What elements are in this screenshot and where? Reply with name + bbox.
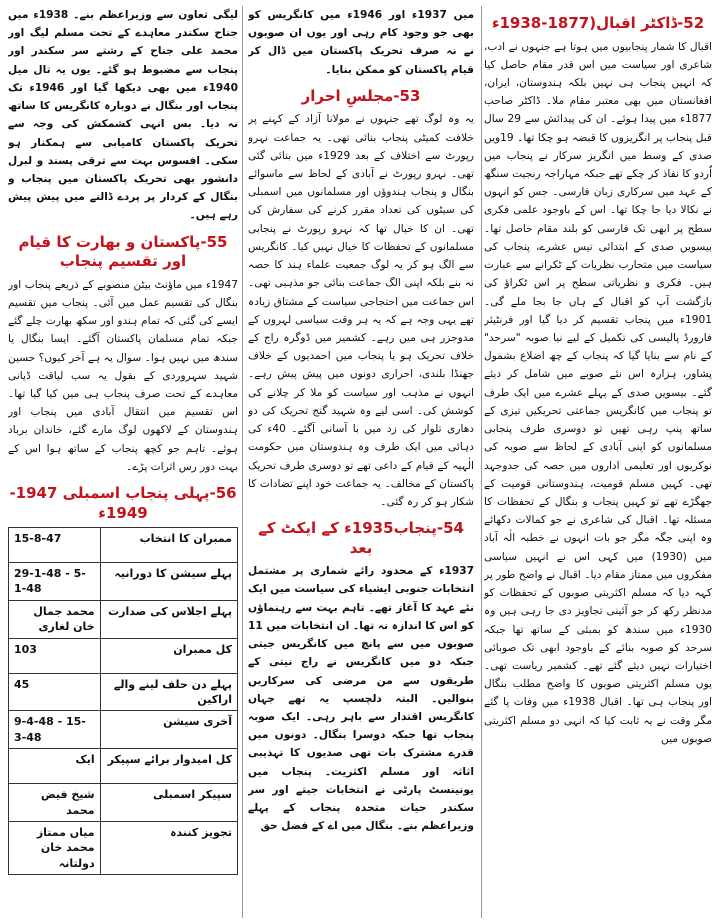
column-left	[8, 6, 238, 918]
heading-iqbal: 52-ڈاکٹر اقبال(1877-1938ء	[491, 14, 705, 32]
table-row	[9, 600, 238, 638]
row-value: 15-8-47	[9, 528, 101, 563]
paragraph-iqbal: اقبال کا شمار پنجابیوں میں ہوتا ہے جنہوں نے ادب، شاعری اور سیاست میں اس قدر مقام حاصل کیا کہ انہیں پنجاب ہی نہیں بلکہ ہندوستان، ایران، افغانستان میں بھی معتبر مقام ملا۔ ڈاکٹر صاحب 1877ء میں پیدا ہوئے۔ ان کی پیدائش سے 29 سال قبل پنجاب پر انگریزوں کا قبضہ ہو چکا تھا۔ 19ویں صدی کے وسط میں انگریز سرکار نے پنجاب میں اُردو کا نفاذ کر چکے تھے جبکہ مہاراجہ رنجیت سنگھ کے عہد میں سرکاری زبان فارسی۔ جس کو انہوں نے نکالا دیا جا چکا تھا۔ اس کے باوجود علمی فکری سطح پر ابھی تک فارسی کو بلند مقام حاصل تھا۔ بیسویں صدی کے ابتدائی تیس عشرے، پنجاب کی سیاست میں متحارب نظریات کے ٹکرانے سے عبارت ہیں۔ فکری و نظریاتی سطح پر اس ٹکراؤ کی بازگشت آپ کو اقبال کے ہاں جا بجا ملے گی۔ 1901ء میں پنجاب تقسیم کر دیا گیا اور فرنٹیئر فارورڈ پالیسی کی تکمیل کے لیے نیا صوبہ "سرحد" کے نام سے بنایا گیا کہ پنجاب کے چھ اضلاع بشمول پشاور، ہزارہ اس نئے صوبے میں شامل کر دیئے گئے۔ بیسویں صدی کے پہلے عشرے میں ایک طرف تو پنجاب میں کانگریس جماعتی تحریکیں تیزی کے ساتھ پنپ رہی تھیں تو دوسری طرف پنجابی مسلمانوں کو اپنی آبادی کے لحاظ سے صوبہ کی نوکریوں اور تعلیمی اداروں میں حصہ کی جدوجہد تھی۔ کہیں مسلم قومیت، ہندوستانی قومیت کے جھگڑے تھے تو کہیں پنجاب و بنگال کے تحفظات کا مسئلہ تھا۔ اقبال کی شاعری نے جو کمالات دکھائے وہ اپنی جگہ مگر جو بات انہوں نے خطبہ الٰہ آباد میں (1930) میں کہی اس نے انہیں سیاسی مفکروں میں ممتاز مقام دیا۔ اقبال نے واضح طور پر کہہ دیا کہ مسلم اکثریتی صوبوں کے تحفظات کو مدنظر رکھ کر جو آئینی تجاویز دی جا رہی ہیں وہ 1930ء میں سندھ کو بمبئی کے ساتھ تھا جبکہ سرحد کو صوبہ بنائے کے باوجود ابھی تک صوبائی اختیارات نہیں دیئے گئے تھے۔ کشمیر ریاست تھی۔ یوں مسلم اکثریتی صوبوں کا واضح مطلب بنگال اور پنجاب ہی تھا۔ اقبال 1938ء میں وفات پا گئے مگر وقت نے یہ ثابت کیا کہ انہی دو مسلم اکثریتی صوبوں میں	[484, 40, 712, 745]
table-row	[9, 528, 238, 563]
row-value: میاں ممتاز محمد خان دولتانہ	[9, 821, 101, 874]
row-value: 9-4-48 - 15-3-48	[9, 711, 101, 749]
table-row	[9, 673, 238, 711]
row-value: محمد جمال خان لغاری	[9, 600, 101, 638]
table-row	[9, 749, 238, 784]
paragraph-act-1935: 1937ء کے محدود رائے شماری پر مشتمل انتخابات جنوبی ایشیاء کی سیاست میں ایک نئے عہد کا آغاز تھے۔ تاہم بہت سے رہنماؤں کو اس کا اندازہ نہ تھا۔ ان انتخابات میں 11 صوبوں میں سے پانچ میں کانگریس جیتی جبکہ دو میں کانگریس نے راج نیتی کے طریقوں سے من مرضی کی سرکاریں بنوالیں۔ البتہ دلچسپ یہ تھے جہاں کانگریس اقتدار سے باہر رہی۔ ایک صوبہ پنجاب تھا جبکہ دوسرا بنگال۔ دونوں میں قدرے مشترک بات تھی صدیوں کا تہذیبی اثاثہ اور مسلم اکثریت۔ پنجاب میں یونینسٹ پارٹی نے انتخابات جیتے اور سر سکندر حیات متحدہ پنجاب کے پہلے وزیراعظم بنے۔ بنگال میں اے کے فضل حق	[248, 565, 474, 833]
table-row	[9, 638, 238, 673]
table-row	[9, 711, 238, 749]
row-label: آخری سیشن	[100, 711, 237, 749]
row-label: ممبران کا انتخاب	[100, 528, 237, 563]
heading-act-1935: 54-پنجاب1935ء کے ایکٹ کے بعد	[258, 519, 464, 557]
row-label: پہلے دن حلف لینے والے اراکین	[100, 673, 237, 711]
column-divider	[242, 6, 243, 918]
act-1935-block	[248, 562, 474, 835]
table-row	[9, 821, 238, 874]
paragraph-ahrar: یہ وہ لوگ تھے جنہوں نے مولانا آزاد کے کہنے پر خلافت کمیٹی پنجاب بنائی تھی۔ یہ جماعت نہرو رپورٹ سے اختلاف کے بعد 1929ء میں بنائی گئی تھی۔ نہرو رپورٹ نے آبادی کے لحاظ سے ماسوائے بنگال و پنجاب ہندوؤں اور مسلمانوں میں اسمبلی کی سیٹوں کی تعداد مقرر کرنے کی سفارش کی تھی۔ ان کا خیال تھا کہ نہرو رپورٹ نے پنجابی مسلمانوں کے تحفظات کا خیال نہیں کیا۔ کانگریس سے الگ ہو کر یہ لوگ جمعیت علماء ہند کا حصہ نہ بنے بلکہ اپنی الگ جماعت بنائی جو مذہبی تھی۔ اس جماعت میں احتجاجی سیاست کے مشتاق زیادہ تھے یہی وجہ ہے کہ یہ ہر وقت سیاسی لہروں کے مدوجزر ہی میں رہے۔ کشمیر میں ڈوگرہ راج کے خلاف تحریک ہو یا پنجاب میں احمدیوں کے خلاف جھنڈا بلندی، احراری دونوں میں پیش پیش رہے۔ انہوں نے مذہب اور سیاست کو ملا کر چلانے کی کوشش کی۔ اسی لیے وہ شہید گنج تحریک کی دو دھاری تلوار کی زد میں با آسانی آگئے۔ 40ء کی دہائی میں ایک طرف وہ ہندوستان میں حکومت الٰہیہ کے قیام کے داعی تھے تو دوسری طرف تحریک پاکستان کے مخالف۔ یہ جماعت خود اپنے تضادات کا شکار ہو کر رہ گئی۔	[248, 113, 474, 508]
heading-assembly: 56-پہلی پنجاب اسمبلی 1947-1949ء	[9, 484, 237, 522]
left-top-block	[8, 6, 238, 225]
paragraph-partition: 1947ء میں ماؤنٹ بیٹن منصوبے کے ذریعے پنجاب اور بنگال کی تقسیم عمل میں آئی۔ پنجاب میں تقسیم ایسے کی گئی کہ تمام ہندو اور سکھ بھارت چلے گئے جبکہ تمام مسلمان پاکستان آگئے۔ ایسا بنگال یا سندھ میں نہیں ہوا۔ سوال یہ ہے آخر کیوں؟ حسین شہید سہروردی کے بقول یہ سب لیاقت ڈیانی معاہدے کے تحت صرف پنجاب ہی میں کیا گیا تھا۔ اس تقسیم میں انتقال آبادی میں پنجاب اور ہندوستان کے لاکھوں لوگ مارے گئے، خاندان برباد ہوئے۔ تاہم جو کچھ پنجاب کے ساتھ ہوا اس کے بہت دور رس اثرات پڑے۔	[8, 278, 238, 473]
continuation-block	[248, 6, 474, 79]
column-right	[484, 6, 712, 918]
row-label: کل امیدوار برائے سپیکر	[100, 749, 237, 784]
row-value: 29-1-48 - 5-1-48	[9, 563, 101, 601]
column-middle	[248, 6, 474, 918]
heading-partition: 55-پاکستان و بھارت کا قیام اور تقسیم پنجاب	[18, 232, 228, 271]
row-value: 45	[9, 673, 101, 711]
row-value: شیخ فیض محمد	[9, 784, 101, 822]
row-value: 103	[9, 638, 101, 673]
table-row	[9, 784, 238, 822]
row-value: ایک	[9, 749, 101, 784]
row-label: پہلے اجلاس کی صدارت	[100, 600, 237, 638]
column-divider	[481, 6, 482, 918]
paragraph-iqbal-continued: میں 1937ء اور 1946ء میں کانگریس کو بھی جو وجود کام رہی اور یوں ان صوبوں نے نہ صرف تحریک پاکستان میں ڈال کر قیام پاکستان کو ممکن بنایا۔	[248, 9, 474, 76]
heading-ahrar: 53-مجلسِ احرار	[301, 86, 421, 105]
row-label: سپیکر اسمبلی	[100, 784, 237, 822]
row-label: تجویز کنندہ	[100, 821, 237, 874]
row-label: پہلے سیشن کا دورانیہ	[100, 563, 237, 601]
row-label: کل ممبران	[100, 638, 237, 673]
paragraph-act-1935-continued: لیگی تعاون سے وزیراعظم بنے۔ 1938ء میں جناح سکندر معاہدے کے تحت مسلم لیگ اور محمد علی جناح کے رشتے سر سکندر اور پنجاب سے مضبوط ہو گئے۔ یوں یہ تال میل 1940ء میں بھی دیکھا گیا اور 1946ء تک پنجاب اور بنگال نے دوبارہ کانگریس کا ساتھ نہ دیا۔ بس انہی کشمکش کی وجہ سے تحریک پاکستان کامیابی سے ہمکنار ہو سکی۔ افسوس بہت سے ترقی پسند و لبرل دانشور بھی تحریک پاکستان میں پنجاب و بنگال کے کردار پر پردے ڈالنے میں پیش پیش رہے ہیں۔	[8, 9, 238, 222]
table-row	[9, 563, 238, 601]
assembly-table	[8, 527, 238, 875]
